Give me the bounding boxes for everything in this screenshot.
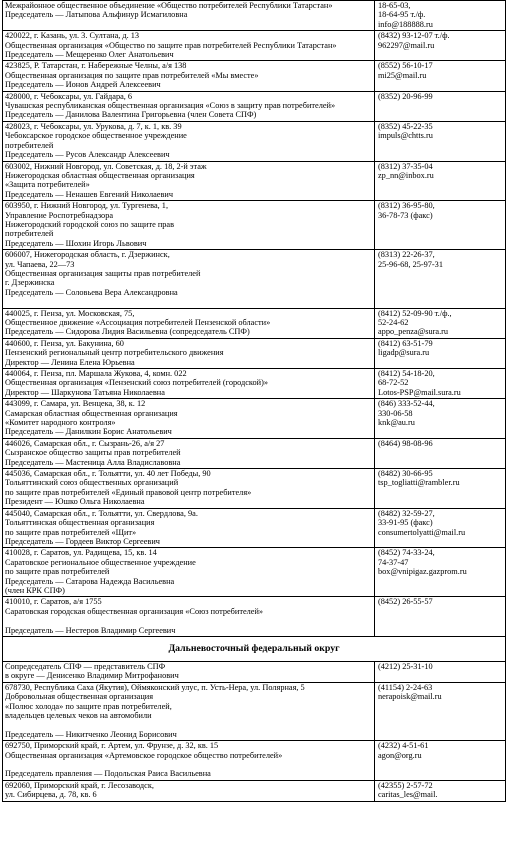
organization-line: Председатель — Ненашев Евгений Николаевич bbox=[5, 189, 173, 199]
table-row bbox=[3, 61, 506, 91]
organization-line: Межрайонное общественное объединение «Общество потребителей Республики Татарстан» bbox=[5, 1, 333, 10]
table-row bbox=[3, 121, 506, 161]
organization-cell bbox=[3, 61, 375, 91]
organization-line: 443099, г. Самара, ул. Венцека, 38, к. 12 bbox=[5, 399, 146, 409]
organization-line: в округе — Денисенко Владимир Митрофанович bbox=[5, 671, 179, 681]
contact-cell bbox=[375, 682, 506, 740]
organization-cell bbox=[3, 369, 375, 399]
organization-line: Чебоксарское городское общественное учреждение bbox=[5, 131, 187, 141]
organization-line: Чувашская республиканская общественная организация «Союз в защиту прав потребителей» bbox=[5, 101, 336, 111]
organization-line: Пензенский региональный центр потребительского движения bbox=[5, 348, 224, 358]
contact-cell bbox=[375, 469, 506, 509]
organization-cell bbox=[3, 548, 375, 597]
organization-line: Председатель — Нестеров Владимир Сергеевич bbox=[5, 625, 176, 635]
organization-line: 445040, Самарская обл., г. Тольятти, ул. Свердлова, 9а. bbox=[5, 508, 198, 518]
contact-cell bbox=[375, 250, 506, 308]
organization-line: «Защита потребителей» bbox=[5, 180, 90, 190]
organization-line: 440600, г. Пенза, ул. Бакунина, 60 bbox=[5, 338, 124, 348]
organization-line: 606007, Нижегородская область, г. Дзержинск, bbox=[5, 250, 170, 260]
organization-line: Председатель — Латыпова Альфинур Исмагиловна bbox=[5, 10, 188, 20]
organization-cell bbox=[3, 597, 375, 637]
contact-line: (8313) 22-26-37, bbox=[378, 250, 435, 260]
contact-line: zp_nn@inbox.ru bbox=[378, 170, 434, 180]
contact-line: box@vnipigaz.gazprom.ru bbox=[378, 567, 467, 577]
organization-line: 603002, Нижний Новгород, ул. Советская, д. 18, 2-й этаж bbox=[5, 161, 207, 171]
organization-line: Сызранское общество защиты прав потребителей bbox=[5, 448, 181, 458]
organization-line: Нижегородский городской союз по защите прав bbox=[5, 219, 175, 229]
table-body bbox=[3, 1, 506, 802]
organization-line: 678730, Республика Саха (Якутия), Оймяконский улус, п. Усть-Нера, ул. Полярная, 5 bbox=[5, 682, 305, 692]
contact-cell bbox=[375, 780, 506, 801]
organization-line: потребителей bbox=[5, 229, 54, 239]
table-row bbox=[3, 661, 506, 682]
organization-line bbox=[5, 760, 372, 769]
contact-line: (846) 333-52-44, bbox=[378, 399, 435, 409]
contact-line: (8352) 45-22-35 bbox=[378, 121, 433, 131]
organization-cell bbox=[3, 780, 375, 801]
contact-line: (8452) 26-55-57 bbox=[378, 597, 433, 607]
organization-line: Директор — Шаркунова Татьяна Николаевна bbox=[5, 387, 165, 397]
organization-cell bbox=[3, 661, 375, 682]
contact-line: tsp_togliatti@rambler.ru bbox=[378, 478, 460, 488]
contact-line: 18-64-95 т./ф. bbox=[378, 10, 426, 20]
organization-line: Президент — Юшко Ольга Николаевна bbox=[5, 497, 145, 507]
contact-cell bbox=[375, 161, 506, 201]
contact-line: (8482) 32-59-27, bbox=[378, 508, 435, 518]
table-row bbox=[3, 597, 506, 637]
organization-line: Председатель — Русов Александр Алексеевич bbox=[5, 150, 170, 160]
contact-line: (8452) 74-33-24, bbox=[378, 548, 435, 558]
table-row bbox=[3, 91, 506, 121]
organization-line: Председатель — Мастеница Алла Владиславовна bbox=[5, 457, 181, 467]
organization-line: Председатель — Гордеев Виктор Сергеевич bbox=[5, 536, 160, 546]
organization-line: «Комитет народного контроля» bbox=[5, 418, 116, 428]
contact-cell bbox=[375, 399, 506, 439]
contact-line: (8412) 63-51-79 bbox=[378, 338, 433, 348]
table-row bbox=[3, 469, 506, 509]
contact-line: info@188888.ru bbox=[378, 19, 433, 29]
contact-cell bbox=[375, 661, 506, 682]
organization-line: «Полюс холода» по защите прав потребителей, bbox=[5, 701, 172, 711]
organization-line: Председатель — Сатарова Надежда Васильевна bbox=[5, 576, 175, 586]
organization-line: потребителей bbox=[5, 140, 54, 150]
organization-line: Общественное движение «Ассоциация потребителей Пензенской области» bbox=[5, 317, 271, 327]
contact-line: 330-06-58 bbox=[378, 408, 413, 418]
contact-line: (42355) 2-57-72 bbox=[378, 780, 433, 790]
organization-line: Общественная организация по защите прав потребителей «Мы вместе» bbox=[5, 70, 259, 80]
table-row bbox=[3, 682, 506, 740]
organization-line: 692750, Приморский край, г. Артем, ул. Фрунзе, д. 32, кв. 15 bbox=[5, 741, 219, 751]
organization-line: Саратовская городская общественная организация «Союз потребителей» bbox=[5, 606, 264, 616]
contact-line: (4212) 25-31-10 bbox=[378, 661, 433, 671]
organization-line: Общественная организация «Общество по защите прав потребителей Республики Татарстан» bbox=[5, 40, 337, 50]
organization-line: Председатель — Данилова Валентина Григорьевна (член Совета СПФ) bbox=[5, 110, 257, 120]
contact-line: 36-78-73 (факс) bbox=[378, 210, 433, 220]
organization-line: по защите прав потребителей bbox=[5, 567, 110, 577]
organization-line: Сопредседатель СПФ — представитель СПФ bbox=[5, 661, 166, 671]
organization-line: Председатель — Соловьева Вера Александровна bbox=[5, 287, 178, 297]
organization-line: г. Дзержинска bbox=[5, 278, 55, 288]
organization-line: Нижегородская областная общественная организация bbox=[5, 170, 195, 180]
contact-cell bbox=[375, 1, 506, 31]
contact-line: (41154) 2-24-63 bbox=[378, 682, 433, 692]
contact-cell bbox=[375, 338, 506, 368]
organization-cell bbox=[3, 741, 375, 781]
contact-line: nerapoisk@mail.ru bbox=[378, 692, 442, 702]
organization-cell bbox=[3, 91, 375, 121]
contact-line: (8432) 93-12-07 т./ф. bbox=[378, 31, 450, 41]
organization-line: Управление Роспотребнадзора bbox=[5, 210, 114, 220]
organization-line: Добровольная общественная организация bbox=[5, 692, 154, 702]
section-header-row bbox=[3, 636, 506, 661]
table-row bbox=[3, 338, 506, 368]
organization-line: 410028, г. Саратов, ул. Радищева, 15, кв. 14 bbox=[5, 548, 157, 558]
contact-cell bbox=[375, 31, 506, 61]
organization-cell bbox=[3, 1, 375, 31]
organization-line: Директор — Ленина Елена Юрьевна bbox=[5, 357, 135, 367]
contact-line: 18-65-03, bbox=[378, 1, 411, 10]
contact-line: 68-72-52 bbox=[378, 378, 409, 388]
table-row bbox=[3, 161, 506, 201]
contact-cell bbox=[375, 201, 506, 250]
contact-line: 25-96-68, 25-97-31 bbox=[378, 259, 443, 269]
organization-line: 428000, г. Чебоксары, ул. Гайдара, 6 bbox=[5, 91, 133, 101]
organization-cell bbox=[3, 121, 375, 161]
contact-cell bbox=[375, 369, 506, 399]
contact-cell bbox=[375, 91, 506, 121]
organization-line: 445036, Самарская обл., г. Тольятти, ул. 40 лет Победы, 90 bbox=[5, 469, 211, 479]
organization-line: ул. Чапаева, 22—73 bbox=[5, 259, 75, 269]
organization-cell bbox=[3, 250, 375, 308]
organization-line: Общественная организация «Пензенский союз потребителей (городской)» bbox=[5, 378, 269, 388]
organization-line: владельцев целевых чеков на автомобили bbox=[5, 711, 152, 720]
organization-line: Председатель — Мещеренко Олег Анатольевич bbox=[5, 50, 174, 60]
contact-line: 52-24-62 bbox=[378, 317, 409, 327]
table-row bbox=[3, 399, 506, 439]
contact-cell bbox=[375, 438, 506, 468]
organization-line: 410010, г. Саратов, а/я 1755 bbox=[5, 597, 102, 607]
organization-line: Тольяттинский союз общественных организаций bbox=[5, 478, 179, 488]
organization-line: 692060, Приморский край, г. Лесозаводск, bbox=[5, 780, 154, 790]
organization-cell bbox=[3, 399, 375, 439]
table-row bbox=[3, 780, 506, 801]
organization-line: ул. Сибирцева, д. 78, кв. 6 bbox=[5, 790, 97, 800]
contact-cell bbox=[375, 548, 506, 597]
table-row bbox=[3, 31, 506, 61]
organization-line: по защите прав потребителей «Единый правовой центр потребителя» bbox=[5, 487, 252, 497]
organization-line: Общественная организация защиты прав потребителей bbox=[5, 268, 201, 278]
organization-line: Председатель — Ионов Андрей Алексеевич bbox=[5, 80, 161, 90]
contact-cell bbox=[375, 741, 506, 781]
table-row bbox=[3, 201, 506, 250]
organization-line bbox=[5, 297, 372, 306]
organization-cell bbox=[3, 682, 375, 740]
organization-line: 420022, г. Казань, ул. 3. Султана, д. 13 bbox=[5, 31, 140, 41]
table-row bbox=[3, 250, 506, 308]
table-row bbox=[3, 308, 506, 338]
organization-line: 603950, г. Нижний Новгород, ул. Тургенева, 1, bbox=[5, 201, 169, 211]
contact-line: (4232) 4-51-61 bbox=[378, 741, 429, 751]
organization-line: Председатель — Сидорова Лидия Васильевна (сопредседатель СПФ) bbox=[5, 327, 250, 337]
contact-line: appo_penza@sura.ru bbox=[378, 327, 449, 337]
table-row bbox=[3, 369, 506, 399]
contact-line: Lotos-PSP@mail.sura.ru bbox=[378, 387, 461, 397]
organization-line: 440025, г. Пенза, ул. Московская, 75, bbox=[5, 308, 135, 318]
contact-cell bbox=[375, 508, 506, 548]
organization-line: Председатель — Данилкин Борис Анатольевич bbox=[5, 427, 172, 437]
table-row bbox=[3, 741, 506, 781]
contact-line: agon@org.ru bbox=[378, 750, 422, 760]
organization-line: 428023, г. Чебоксары, ул. Урукова, д. 7, к. 1, кв. 39 bbox=[5, 121, 182, 131]
contact-line: knk@au.ru bbox=[378, 418, 415, 428]
section-title: Дальневосточный федеральный округ bbox=[3, 636, 506, 661]
organization-cell bbox=[3, 338, 375, 368]
organization-line: Общественная организация «Артемовское городское общество потребителей» bbox=[5, 750, 283, 760]
contact-line: (8312) 36-95-80, bbox=[378, 201, 435, 211]
table-row bbox=[3, 438, 506, 468]
contact-line: (8482) 30-66-95 bbox=[378, 469, 433, 479]
contact-line: impuls@chtts.ru bbox=[378, 131, 433, 141]
organization-line: Председатель — Шохин Игорь Львович bbox=[5, 238, 147, 248]
organization-cell bbox=[3, 438, 375, 468]
contact-cell bbox=[375, 61, 506, 91]
contact-line: mi25@mail.ru bbox=[378, 70, 427, 80]
table-row bbox=[3, 508, 506, 548]
contact-line: (8312) 37-35-04 bbox=[378, 161, 433, 171]
organization-line bbox=[5, 616, 372, 625]
organization-line: Председатель — Никитченко Леонид Борисович bbox=[5, 729, 177, 739]
organization-cell bbox=[3, 469, 375, 509]
contact-cell bbox=[375, 121, 506, 161]
contact-line: consumertolyatti@mail.ru bbox=[378, 527, 466, 537]
contact-line: caritas_les@mail. bbox=[378, 790, 438, 800]
consumer-organizations-table bbox=[2, 0, 506, 802]
contact-line: ligadp@sura.ru bbox=[378, 348, 430, 358]
contact-cell bbox=[375, 308, 506, 338]
organization-line: Тольяттинская общественная организация bbox=[5, 518, 155, 528]
contact-line: 962297@mail.ru bbox=[378, 40, 435, 50]
contact-line: (8412) 54-18-20, bbox=[378, 369, 435, 379]
organization-line: 423825, Р. Татарстан, г. Набережные Челны, а/я 138 bbox=[5, 61, 187, 71]
contact-line: 74-37-47 bbox=[378, 557, 409, 567]
contact-line: (8552) 56-10-17 bbox=[378, 61, 433, 71]
contact-cell bbox=[375, 597, 506, 637]
organization-line: Самарская областная общественная организация bbox=[5, 408, 178, 418]
organization-cell bbox=[3, 31, 375, 61]
organization-line: Саратовское региональное общественное учреждение bbox=[5, 557, 196, 567]
contact-line: (8464) 98-08-96 bbox=[378, 438, 433, 448]
table-row bbox=[3, 548, 506, 597]
organization-cell bbox=[3, 201, 375, 250]
organization-line bbox=[5, 720, 372, 729]
organization-line: (член КРК СПФ) bbox=[5, 585, 65, 595]
table-row bbox=[3, 1, 506, 31]
organization-line: 446026, Самарская обл., г. Сызрань-26, а/я 27 bbox=[5, 438, 165, 448]
organization-line: 440064, г. Пенза, пл. Маршала Жукова, 4, комн. 022 bbox=[5, 369, 187, 379]
organization-cell bbox=[3, 161, 375, 201]
contact-line: 33-91-95 (факс) bbox=[378, 518, 433, 528]
organization-line: по защите прав потребителей «Щит» bbox=[5, 527, 137, 537]
organization-line: Председатель правления — Подольская Раиса Васильевна bbox=[5, 769, 211, 779]
contact-line: (8412) 52-09-90 т./ф., bbox=[378, 308, 452, 318]
organization-cell bbox=[3, 308, 375, 338]
contact-line: (8352) 20-96-99 bbox=[378, 91, 433, 101]
organization-cell bbox=[3, 508, 375, 548]
